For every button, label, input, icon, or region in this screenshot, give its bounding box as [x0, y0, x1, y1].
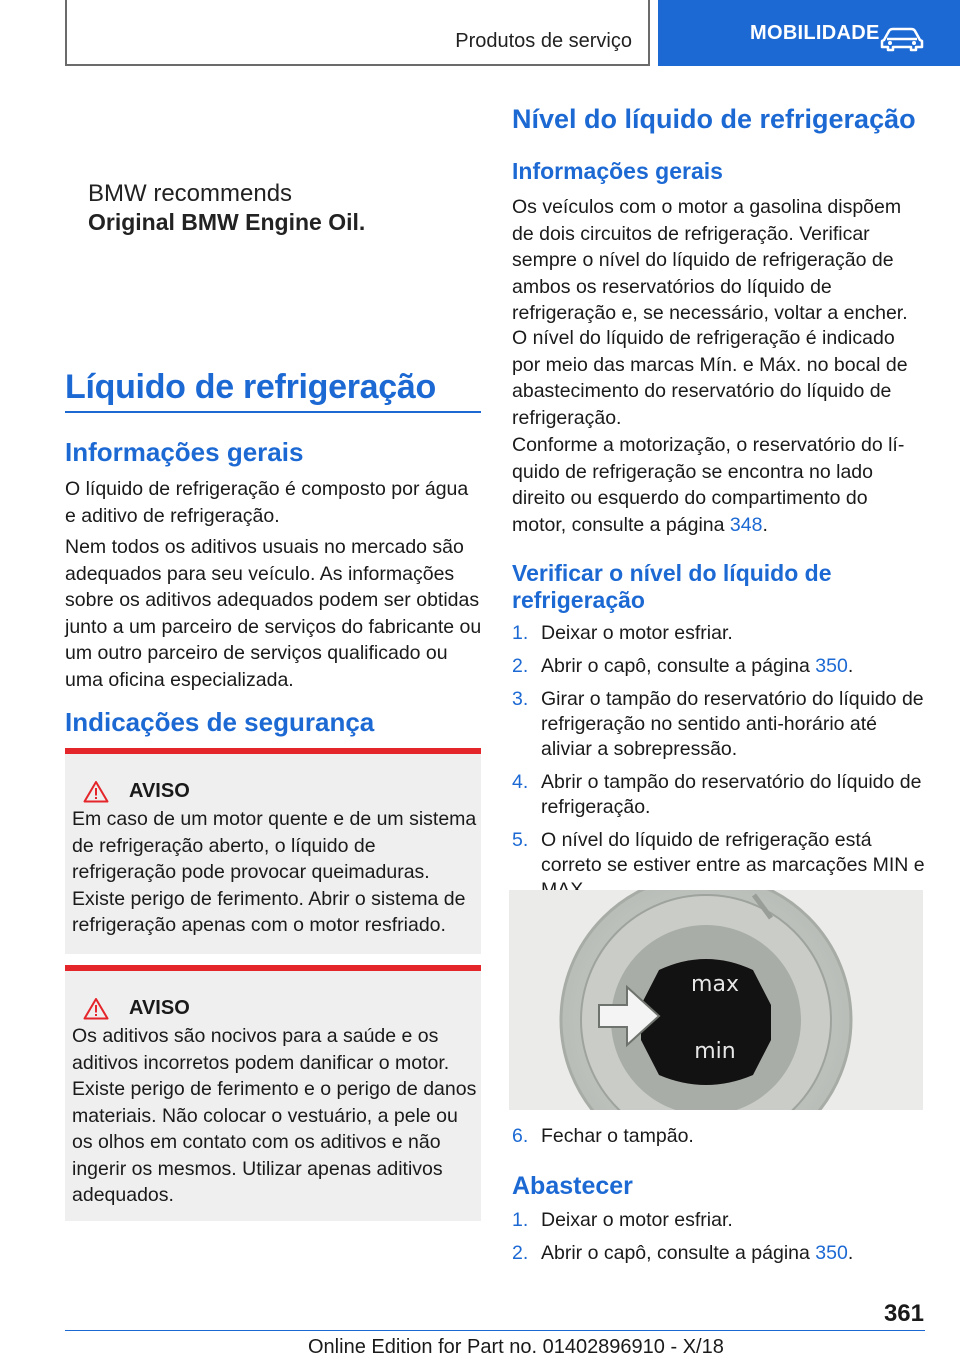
reservoir-cap-illustration: [509, 890, 923, 1110]
car-icon: [880, 26, 924, 52]
warning-title: AVISO: [129, 997, 190, 1019]
page-link-350[interactable]: 350: [815, 1242, 848, 1264]
section-title: Produtos de serviço: [455, 30, 632, 52]
warning-triangle-icon: [83, 780, 109, 803]
coolant-title: Líquido de refrigeração: [65, 368, 436, 406]
check-level-heading: Verificar o nível do líquido de refrigeração: [512, 560, 832, 613]
section-tab: [65, 0, 650, 66]
warning-text: Em caso de um motor quente e de um sistema de refrigeração aberto, o líquido de refrigeração pode provocar queimaduras. Existe perigo de ferimento. Abrir o sistema de refrigeração apenas com o motor resfriado.: [72, 808, 477, 936]
refill-heading: Abastecer: [512, 1172, 633, 1200]
step-6-list: [512, 1124, 926, 1157]
warning-triangle-icon: [83, 997, 109, 1020]
list-item: 3. Girar o tampão do reservatório do líquido de refrigeração no sentido anti-horário até aliviar a sobrepressão.: [512, 688, 924, 760]
safety-heading: Indicações de segurança: [65, 707, 375, 737]
oil-ad-line1: BMW recommends: [88, 180, 293, 207]
edition-text: Online Edition for Part no. 01402896910 - X/18: [308, 1336, 724, 1358]
page-link-348[interactable]: 348: [729, 513, 763, 536]
min-mark-label: min: [694, 1039, 736, 1064]
level-p3: Conforme a motorização, o reservatório do líquido de refrigeração se encontra no lado direito ou esquerdo do compartimento do motor, consulte a página 348.: [512, 434, 905, 536]
warning-box-1: [65, 748, 481, 954]
footer-rule: [65, 1330, 925, 1331]
chapter-title: MOBILIDADE: [750, 21, 880, 44]
max-mark-label: max: [691, 972, 739, 997]
check-steps-list: [512, 621, 926, 911]
list-item: 6. Fechar o tampão.: [512, 1125, 694, 1147]
list-item: 1. Deixar o motor esfriar.: [512, 1209, 733, 1231]
level-p2: O nível do líquido de refrigeração é indicado por meio das marcas Mín. e Máx. no bocal de abastecimento do reservatório do líquido de refrigeração.: [512, 327, 908, 429]
coolant-level-title: Nível do líquido de refrigeração: [512, 104, 916, 134]
page-link-350[interactable]: 350: [815, 655, 848, 677]
general-info-p2: Nem todos os aditivos usuais no mercado são adequados para seu veículo. As informações sobre os aditivos adequados podem ser obtidas junto a um parceiro de serviços do fabricante ou um outro parceiro de serviços qualificado ou uma oficina especializada.: [65, 536, 482, 691]
page-number: 361: [883, 1300, 924, 1327]
list-item: 2. Abrir o capô, consulte a página 350.: [512, 655, 854, 677]
warning-text: Os aditivos são nocivos para a saúde e os aditivos incorretos podem danificar o motor. Existe perigo de ferimento e o perigo de danos materiais. Não colocar o vestuário, a pele ou os olhos em contato com os aditivos e não ingerir os mesmos. Utilizar apenas aditivos adequados.: [72, 1025, 477, 1206]
title-rule: [65, 411, 481, 413]
page-header: [0, 0, 960, 68]
level-p1: Os veículos com o motor a gasolina dispõem de dois circuitos de refrigeração. Verificar sempre o nível do líquido de refrigeração de ambos os reservatórios do líquido de refrigeração e, se necessário, voltar a encher.: [512, 196, 908, 324]
list-item: 5. O nível do líquido de refrigeração está correto se estiver entre as marcações MIN e: [512, 829, 925, 876]
coolant-reservoir-photo: [509, 890, 923, 1110]
warning-title: AVISO: [129, 780, 190, 802]
oil-ad-line2: Original BMW Engine Oil.: [88, 209, 366, 235]
right-general-heading: Informações gerais: [512, 158, 723, 184]
warning-box-2: [65, 965, 481, 1221]
list-item: 1. Deixar o motor esfriar.: [512, 622, 733, 644]
general-info-p1: O líquido de refrigeração é composto por água e aditivo de refrigeração.: [65, 478, 469, 527]
general-info-heading: Informações gerais: [65, 437, 304, 467]
chapter-tab: [658, 0, 960, 66]
refill-steps-list: [512, 1208, 926, 1274]
list-item: 4. Abrir o tampão do reservatório do líquido de refrigeração.: [512, 771, 922, 818]
list-item: 2. Abrir o capô, consulte a página 350.: [512, 1242, 854, 1264]
